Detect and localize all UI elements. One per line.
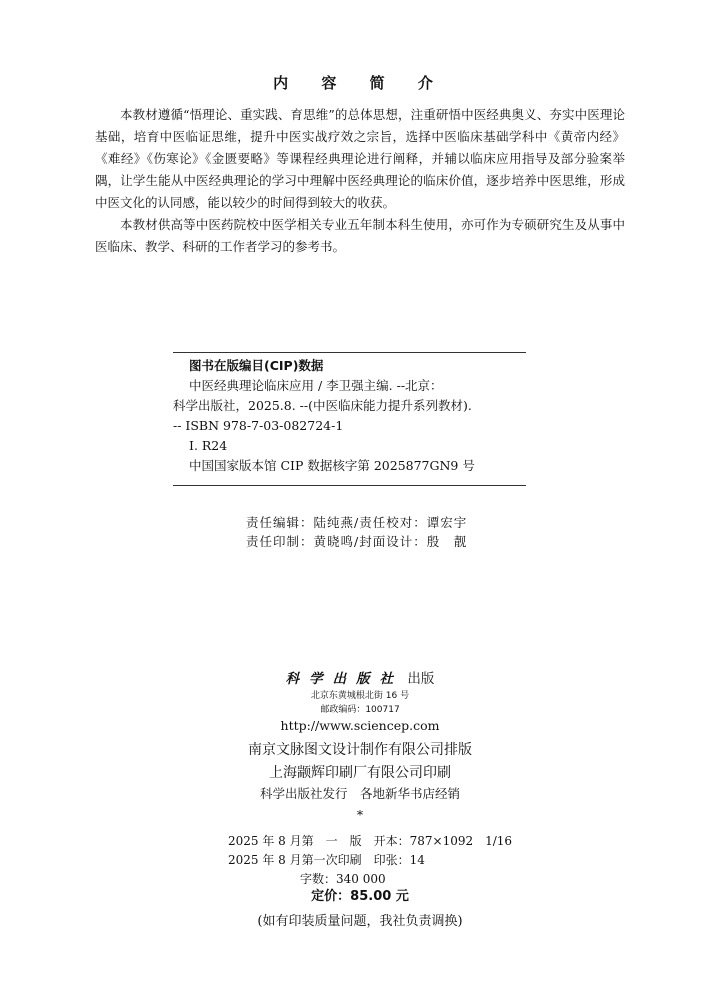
cip-line-classification: Ⅰ. R24 bbox=[189, 438, 228, 453]
credits-block bbox=[246, 513, 467, 551]
publisher-logo-text: 科学出版社 bbox=[285, 671, 404, 687]
intro-paragraph-1: 本教材遵循“悟理论、重实践、育思维”的总体思想，注重研悟中医经典奥义、夯实中医理论基础，培育中医临证思维，提升中医实战疗效之宗旨，选择中医临床基础学科中《黄帝内经》《难经》《伤寒论》《金匮要略》等课程经典理论进行阐释，并辅以临床应用指导及部分验案举隅，让学生能从中医经典理论的学习中理解中医经典理论的临床价值，逐步培养中医思维，形成中医文化的认同感，能以较少的时间得到较大的收获。 bbox=[95, 107, 625, 210]
distribution: 科学出版社发行 各地新华书店经销 bbox=[259, 786, 460, 801]
cip-line-title: 中医经典理论临床应用 / 李卫强主编. --北京： bbox=[189, 378, 443, 393]
cip-line-isbn: -- ISBN 978-7-03-082724-1 bbox=[173, 418, 344, 433]
typesetter: 南京文脉图文设计制作有限公司排版 bbox=[248, 742, 472, 758]
cip-heading: 图书在版编目(CIP)数据 bbox=[189, 358, 324, 373]
cip-line-publisher: 科学出版社，2025.8. --(中医临床能力提升系列教材). bbox=[173, 398, 472, 413]
cip-bottom-rule bbox=[173, 485, 526, 486]
separator-star: * bbox=[356, 807, 364, 822]
credits-line-editors: 责任编辑：陆纯燕/责任校对：谭宏宇 bbox=[246, 515, 468, 530]
page-title: 内 容 简 介 bbox=[273, 74, 447, 92]
printer: 上海颛辉印刷厂有限公司印刷 bbox=[269, 765, 451, 781]
edition-info bbox=[228, 832, 512, 889]
intro-paragraph-2: 本教材供高等中医药院校中医学相关专业五年制本科生使用，亦可作为专硕研究生及从事中医临床、教学、科研的工作者学习的参考书。 bbox=[95, 217, 625, 254]
publisher-name bbox=[0, 667, 720, 687]
cip-top-rule bbox=[173, 352, 526, 353]
publisher-postcode: 邮政编码：100717 bbox=[320, 705, 400, 715]
publisher-suffix: 出版 bbox=[407, 671, 435, 687]
cip-block bbox=[173, 356, 533, 476]
edition-line-1: 2025 年 8 月第 一 版 开本：787×1092 1/16 bbox=[228, 834, 513, 848]
credits-line-production: 责任印制：黄晓鸣/封面设计：殷 靓 bbox=[246, 534, 468, 549]
publisher-address: 北京东黄城根北街 16 号 bbox=[310, 691, 410, 701]
edition-line-3: 字数：340 000 bbox=[300, 872, 386, 886]
edition-line-2: 2025 年 8 月第一次印刷 印张：14 bbox=[228, 853, 425, 867]
intro-section bbox=[95, 104, 625, 258]
price: 定价：85.00 元 bbox=[311, 889, 409, 904]
cip-line-record: 中国国家版本馆 CIP 数据核字第 2025877GN9 号 bbox=[189, 458, 475, 473]
quality-note: (如有印装质量问题，我社负责调换) bbox=[257, 914, 463, 929]
publisher-url: http://www.sciencep.com bbox=[280, 718, 440, 733]
